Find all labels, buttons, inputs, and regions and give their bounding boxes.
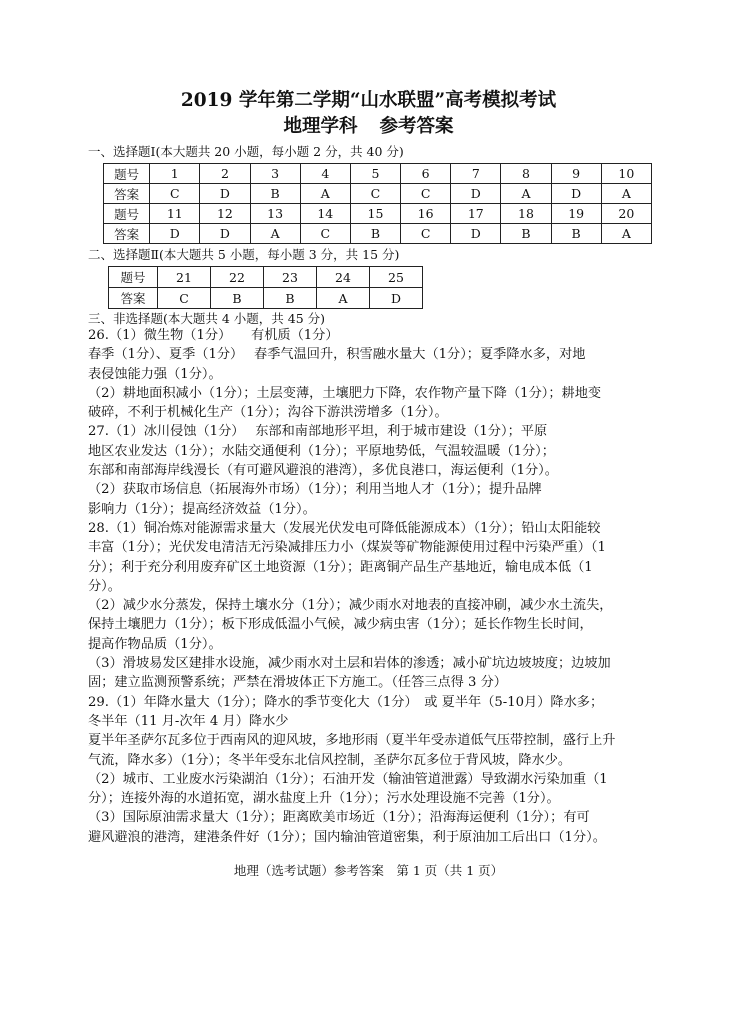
table-cell: B bbox=[350, 224, 400, 244]
table-cell: 9 bbox=[551, 164, 601, 184]
table-cell: 21 bbox=[158, 267, 211, 288]
answer-line: （2）获取市场信息（拓展海外市场）（1分）；利用当地人才（1分）；提升品牌 bbox=[88, 482, 542, 498]
table-cell: A bbox=[300, 184, 350, 204]
table-cell: A bbox=[250, 224, 300, 244]
table-cell: 13 bbox=[250, 204, 300, 224]
answer-line: 冬半年（11 月-次年 4 月）降水少 bbox=[88, 713, 289, 729]
page-footer: 地理（选考试题）参考答案 第 1 页（共 1 页） bbox=[233, 863, 504, 878]
table-cell: A bbox=[601, 184, 651, 204]
table-cell: C bbox=[350, 184, 400, 204]
table-cell: 10 bbox=[601, 164, 651, 184]
row-label: 题号 bbox=[104, 204, 150, 224]
section1-heading: 一、选择题Ⅰ(本大题共 20 小题，每小题 2 分，共 40 分) bbox=[88, 144, 404, 159]
table-cell: D bbox=[150, 224, 200, 244]
table-cell: C bbox=[300, 224, 350, 244]
answer-line: （3）国际原油需求量大（1分）；距离欧美市场近（1分）；沿海海运便利（1分）；有可 bbox=[88, 810, 590, 826]
table-cell: A bbox=[501, 184, 551, 204]
table-cell: D bbox=[200, 184, 250, 204]
question-number-row bbox=[104, 164, 652, 184]
row-label: 题号 bbox=[104, 164, 150, 184]
table-cell: B bbox=[501, 224, 551, 244]
table-cell: C bbox=[158, 288, 211, 309]
table-cell: 15 bbox=[350, 204, 400, 224]
table-cell: A bbox=[601, 224, 651, 244]
answer-line: （2）耕地面积减小（1分）；土层变薄，土壤肥力下降，农作物产量下降（1分）；耕地变 bbox=[88, 385, 602, 401]
table-cell: 16 bbox=[401, 204, 451, 224]
answer-line: 保持土壤肥力（1分）；板下形成低温小气候，减少病虫害（1分）；延长作物生长时间， bbox=[88, 617, 593, 633]
table-cell: 24 bbox=[317, 267, 370, 288]
table-cell: C bbox=[150, 184, 200, 204]
section3-heading: 三、非选择题(本大题共 4 小题，共 45 分) bbox=[88, 311, 326, 326]
answer-key-label: 参考答案 bbox=[379, 116, 454, 137]
table-cell: 20 bbox=[601, 204, 651, 224]
answer-line: 避风避浪的港湾，建港条件好（1分）；国内输油管道密集，利于原油加工后出口（1分）。 bbox=[88, 829, 606, 845]
exam-subtitle bbox=[0, 112, 737, 138]
table-cell: D bbox=[551, 184, 601, 204]
table-cell: 1 bbox=[150, 164, 200, 184]
answer-line: 28.（1）铜冶炼对能源需求量大（发展光伏发电可降低能源成本）（1分）；铅山太阳能较 bbox=[88, 520, 601, 536]
table-cell: 8 bbox=[501, 164, 551, 184]
table-cell: 2 bbox=[200, 164, 250, 184]
exam-title: 2019 学年第二学期“山水联盟”高考模拟考试 bbox=[180, 90, 557, 111]
table-cell: D bbox=[451, 184, 501, 204]
question-number-row bbox=[104, 204, 652, 224]
answer-line: 26.（1）微生物（1分） 有机质（1分） bbox=[88, 328, 339, 343]
answer-line: （3）滑坡易发区建排水设施，减少雨水对土层和岩体的渗透；减小矿坑边坡坡度；边坡加 bbox=[88, 656, 611, 672]
answer-line: 提高作物品质（1分）。 bbox=[88, 636, 222, 652]
table-cell: A bbox=[317, 288, 370, 309]
row-label: 答案 bbox=[109, 288, 158, 309]
table-cell: 12 bbox=[200, 204, 250, 224]
table-cell: 19 bbox=[551, 204, 601, 224]
table-cell: 7 bbox=[451, 164, 501, 184]
section2-heading: 二、选择题Ⅱ(本大题共 5 小题，每小题 3 分，共 15 分) bbox=[88, 247, 400, 262]
answer-line: 分）；利于充分利用废弃矿区土地资源（1分）；距离铜产品生产基地近，输电成本低（1 bbox=[88, 559, 593, 575]
row-label: 答案 bbox=[104, 184, 150, 204]
table-cell: 22 bbox=[211, 267, 264, 288]
answer-line: 气流，降水多）（1分）；冬半年受东北信风控制，圣萨尔瓦多位于背风坡，降水少。 bbox=[88, 752, 572, 768]
answer-line: 地区农业发达（1分）；水陆交通便利（1分）；平原地势低，气温较温暖（1分）； bbox=[88, 443, 555, 459]
answer-line: （2）城市、工业废水污染湖泊（1分）；石油开发（输油管道泄露）导致湖水污染加重（1 bbox=[88, 771, 608, 787]
table-cell: 14 bbox=[300, 204, 350, 224]
answer-line: 固；建立监测预警系统；严禁在滑坡体正下方施工。（任答三点得 3 分） bbox=[88, 675, 507, 691]
table-cell: B bbox=[551, 224, 601, 244]
table-cell: 5 bbox=[350, 164, 400, 184]
answer-line: 春季（1分）、夏季（1分） 春季气温回升，积雪融水量大（1分）；夏季降水多，对地 bbox=[88, 347, 586, 363]
table-cell: 25 bbox=[370, 267, 423, 288]
answer-line: 破碎，不利于机械化生产（1分）；沟谷下游洪涝增多（1分）。 bbox=[88, 405, 448, 421]
answer-line: 影响力（1分）；提高经济效益（1分）。 bbox=[88, 501, 316, 517]
table-cell: D bbox=[370, 288, 423, 309]
table-cell: 6 bbox=[401, 164, 451, 184]
answer-line: 27.（1）冰川侵蚀（1分） 东部和南部地形平坦，利于城市建设（1分）；平原 bbox=[88, 424, 548, 440]
table-cell: 18 bbox=[501, 204, 551, 224]
table-cell: 23 bbox=[264, 267, 317, 288]
answer-line: 丰富（1分）；光伏发电清洁无污染减排压力小（煤炭等矿物能源使用过程中污染严重）（1 bbox=[88, 540, 606, 556]
choice-answer-table-1 bbox=[103, 163, 652, 244]
answer-line: 夏半年圣萨尔瓦多位于西南风的迎风坡，多地形雨（夏半年受赤道低气压带控制，盛行上升 bbox=[88, 733, 616, 749]
table-cell: B bbox=[211, 288, 264, 309]
table-cell: 11 bbox=[150, 204, 200, 224]
table-cell: D bbox=[451, 224, 501, 244]
row-label: 答案 bbox=[104, 224, 150, 244]
row-label: 题号 bbox=[109, 267, 158, 288]
answer-line: 东部和南部海岸线漫长（有可避风避浪的港湾），多优良港口，海运便利（1分）。 bbox=[88, 463, 558, 479]
answer-line: 29.（1）年降水量大（1分）；降水的季节变化大（1分） 或 夏半年（5-10月）降水多； bbox=[88, 694, 604, 710]
answer-body bbox=[88, 326, 658, 847]
answer-line: 表侵蚀能力强（1分）。 bbox=[88, 366, 222, 382]
table-cell: C bbox=[401, 184, 451, 204]
table-cell: D bbox=[200, 224, 250, 244]
answer-row bbox=[109, 288, 423, 309]
question-number-row bbox=[109, 267, 423, 288]
table-cell: 17 bbox=[451, 204, 501, 224]
answer-line: （2）减少水分蒸发，保持土壤水分（1分）；减少雨水对地表的直接冲刷，减少水土流失， bbox=[88, 598, 613, 614]
answer-row bbox=[104, 224, 652, 244]
answer-line: 分）。 bbox=[88, 578, 121, 594]
table-cell: 4 bbox=[300, 164, 350, 184]
subject-label: 地理学科 bbox=[283, 116, 358, 137]
table-cell: B bbox=[264, 288, 317, 309]
table-cell: 3 bbox=[250, 164, 300, 184]
choice-answer-table-2 bbox=[108, 266, 423, 309]
table-cell: C bbox=[401, 224, 451, 244]
table-cell: B bbox=[250, 184, 300, 204]
answer-row bbox=[104, 184, 652, 204]
answer-line: 分）；连接外海的水道拓宽，湖水盐度上升（1分）；污水处理设施不完善（1分）。 bbox=[88, 791, 560, 807]
